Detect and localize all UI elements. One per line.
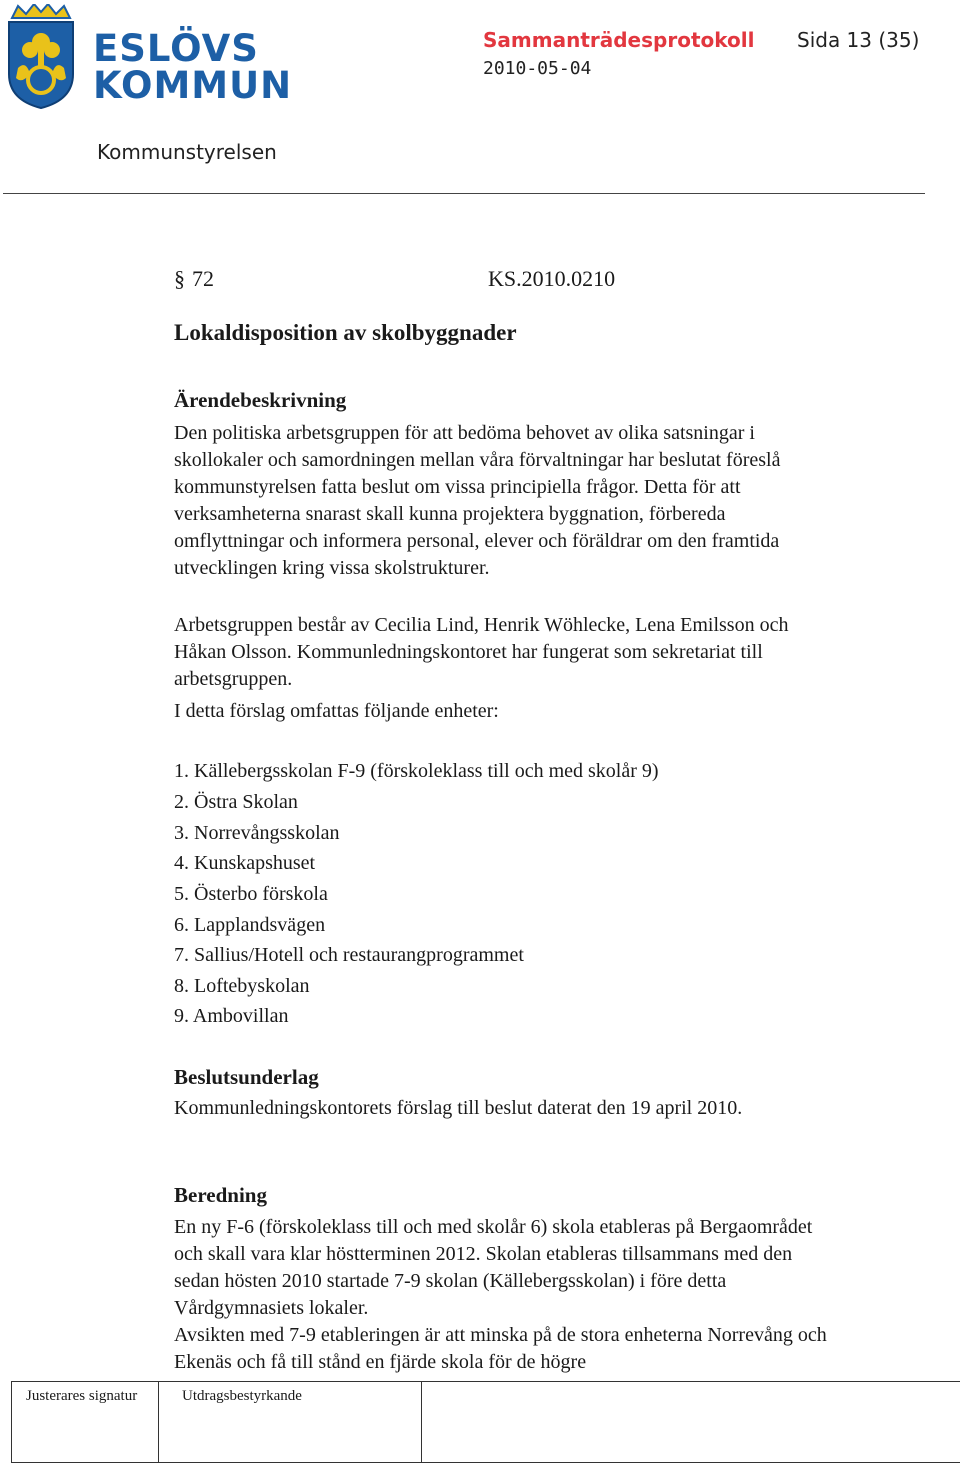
arende-paragraph-1: Den politiska arbetsgruppen för att bedöma behovet av olika satsningar i skollokaler och samordningen mellan våra förvaltningar har beslutat föreslå kommunstyrelsen fatta beslut om vissa principiella frågor. Detta för att verksamheterna snarast skall kunna projektera byggnation, förbereda omflyttningar och informera personal, elever och föräldrar om den framtida utvecklingen kring vissa skolstrukturer.: [174, 422, 781, 579]
arende-paragraph-3: I detta förslag omfattas följande enheter:: [174, 700, 499, 722]
section-number: 72: [192, 266, 214, 291]
document-type: Sammanträdesprotokoll: [483, 28, 755, 52]
beredning-paragraph-1: En ny F-6 (förskoleklass till och med skolår 6) skola etableras på Bergaområdet och skall vara klar höstterminen 2012. Skolan etableras tillsammans med den sedan hösten 2010 startade 7-9 skolan (Källebergsskolan) i före detta Vårdgymnasiets lokaler.: [174, 1216, 813, 1319]
list-item: 2. Östra Skolan: [174, 791, 298, 813]
extract-label: Utdragsbestyrkande: [182, 1388, 302, 1404]
beslutsunderlag-text: Kommunledningskontorets förslag till beslut daterat den 19 april 2010.: [174, 1097, 743, 1119]
signature-cell: [12, 1382, 159, 1462]
list-item: 5. Österbo förskola: [174, 883, 328, 905]
section-title: Lokaldisposition av skolbyggnader: [174, 320, 517, 345]
heading-arendebeskrivning: Ärendebeskrivning: [174, 388, 347, 412]
list-item: 1. Källebergsskolan F-9 (förskoleklass till och med skolår 9): [174, 760, 659, 782]
document-date: 2010-05-04: [483, 58, 592, 79]
list-item: 8. Loftebyskolan: [174, 975, 310, 997]
signature-label: Justerares signatur: [26, 1388, 138, 1404]
heading-beredning: Beredning: [174, 1183, 267, 1207]
list-item: 9. Ambovillan: [174, 1005, 289, 1027]
brand-line-2: KOMMUN: [93, 64, 293, 107]
list-item: 6. Lapplandsvägen: [174, 914, 326, 936]
organ-name: Kommunstyrelsen: [97, 140, 277, 164]
list-item: 3. Norrevångsskolan: [174, 822, 340, 844]
heading-beslutsunderlag: Beslutsunderlag: [174, 1065, 319, 1089]
brand-line-1: ESLÖVS: [93, 27, 259, 70]
signature-footer: [11, 1381, 960, 1463]
case-number: KS.2010.0210: [488, 266, 616, 291]
page-number: Sida 13 (35): [797, 28, 920, 52]
header-divider: [3, 193, 925, 194]
brand-wordmark: [93, 27, 293, 107]
list-item: 4. Kunskapshuset: [174, 852, 316, 874]
beredning-paragraph-2: Avsikten med 7-9 etableringen är att minska på de stora enheterna Norrevång och Ekenäs och få till stånd en fjärde skola för de högre: [174, 1324, 827, 1373]
paragraph-symbol: §: [174, 266, 185, 291]
coat-of-arms-icon: [6, 4, 76, 110]
list-item: 7. Sallius/Hotell och restaurangprogrammet: [174, 944, 524, 966]
eslov-logo: [6, 4, 293, 110]
arende-paragraph-2: Arbetsgruppen består av Cecilia Lind, Henrik Wöhlecke, Lena Emilsson och Håkan Olsson. Kommunledningskontoret har fungerat som sekretariat till arbetsgruppen.: [174, 614, 789, 690]
